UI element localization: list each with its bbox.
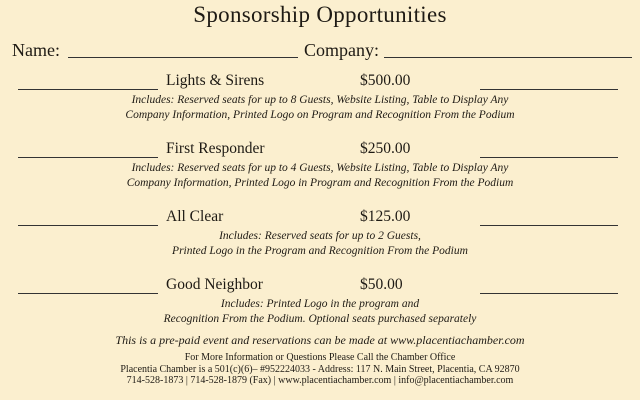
left-rule: [18, 225, 158, 226]
description-line: Company Information, Printed Logo in Program and Recognition From the Podium: [126, 176, 514, 189]
page-title: Sponsorship Opportunities: [193, 2, 447, 27]
right-rule: [480, 225, 618, 226]
level-price: $125.00: [360, 208, 411, 225]
level-price: $250.00: [360, 140, 411, 157]
description-line: Company Information, Printed Logo on Program and Recognition From the Podium: [125, 108, 515, 121]
level-name: Lights & Sirens: [166, 72, 265, 89]
level-description: [0, 297, 640, 326]
description-line: Includes: Reserved seats for up to 8 Guests, Website Listing, Table to Display Any: [131, 94, 509, 106]
level-description: [0, 161, 640, 190]
level-description: [0, 93, 640, 122]
contact-line: 714-528-1873 | 714-528-1879 (Fax) | www.placentiachamber.com | info@placentiachamber.com: [126, 375, 514, 386]
description-line: Recognition From the Podium. Optional seats purchased separately: [163, 312, 477, 325]
company-field[interactable]: [384, 57, 632, 58]
level-name: All Clear: [166, 208, 224, 225]
right-rule: [480, 157, 618, 158]
left-rule: [18, 89, 158, 90]
contact-fields: [12, 40, 632, 64]
description-line: Includes: Printed Logo in the program and: [220, 298, 420, 310]
contact-info: [0, 352, 640, 387]
description-line: Includes: Reserved seats for up to 4 Guests, Website Listing, Table to Display Any: [131, 162, 509, 174]
description-line: Printed Logo in the Program and Recognition From the Podium: [172, 244, 468, 257]
level-name: Good Neighbor: [166, 276, 263, 293]
left-rule: [18, 293, 158, 294]
name-field[interactable]: [68, 57, 298, 58]
company-label: Company:: [304, 40, 379, 60]
contact-line: Placentia Chamber is a 501(c)(6)– #952224033 - Address: 117 N. Main Street, Placentia, CA 92870: [120, 363, 520, 375]
level-description: [0, 229, 640, 258]
level-name: First Responder: [166, 140, 265, 157]
level-price: $50.00: [360, 276, 403, 293]
right-rule: [480, 89, 618, 90]
description-line: Includes: Reserved seats for up to 2 Guests,: [219, 230, 421, 242]
prepaid-note: This is a pre-paid event and reservations can be made at www.placentiachamber.com: [115, 333, 525, 347]
name-label: Name:: [12, 40, 60, 60]
contact-line: For More Information or Questions Please Call the Chamber Office: [184, 352, 456, 363]
left-rule: [18, 157, 158, 158]
right-rule: [480, 293, 618, 294]
level-price: $500.00: [360, 72, 411, 89]
